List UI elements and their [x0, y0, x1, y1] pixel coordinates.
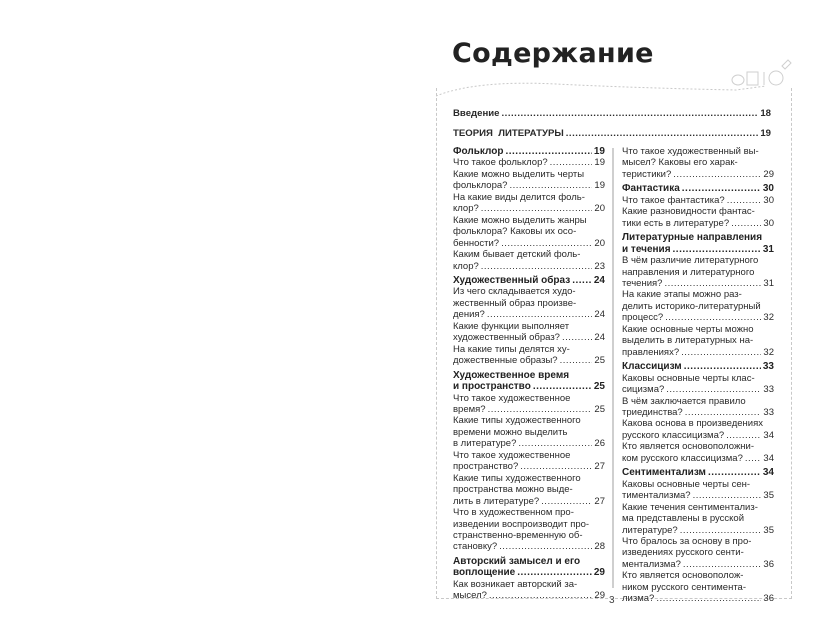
entry-line [453, 393, 605, 404]
entry-line [622, 146, 774, 157]
entry-page: 28 [594, 541, 605, 553]
entry-text: Что такое фантастика? [622, 194, 725, 206]
page-title: Содержание [452, 38, 654, 69]
entry-text: пространства можно выде- [453, 484, 573, 496]
entry-page: 18 [760, 108, 771, 119]
entry-line [453, 461, 605, 472]
entry-line [622, 232, 774, 243]
entry-line [453, 519, 605, 530]
entry-page: 30 [763, 217, 774, 229]
dot-leader [505, 146, 591, 157]
entry-line [622, 593, 774, 604]
entry-text: На какие типы делятся ху- [453, 343, 570, 355]
entry-page: 20 [594, 203, 605, 215]
entry-text: Художественный образ [453, 274, 571, 286]
entry-text: клор? [453, 203, 479, 215]
entry-line [453, 355, 605, 366]
dot-leader [488, 404, 593, 415]
toc-section-heading[interactable] [622, 183, 774, 194]
entry-text: теристики? [622, 168, 672, 180]
entry-text: художественный образ? [453, 332, 560, 344]
entry-text: изведении воспроизводит про- [453, 518, 590, 530]
entry-text: Фольклор [453, 146, 504, 157]
entry-text: Как возникает авторский за- [453, 578, 578, 590]
entry-text: и течения [622, 243, 671, 255]
toc-entry[interactable] [453, 157, 605, 168]
page-number: 3 [609, 595, 615, 606]
entry-line [622, 467, 774, 478]
toc-entry[interactable] [453, 215, 605, 249]
entry-page: 25 [593, 381, 605, 393]
entry-text: тики есть в литературе? [622, 217, 730, 229]
entry-line [622, 502, 774, 513]
entry-line [453, 238, 605, 249]
entry-page: 19 [594, 157, 605, 169]
entry-page: 25 [594, 355, 605, 367]
entry-line [453, 249, 605, 260]
entry-line [622, 183, 774, 194]
dot-leader [680, 525, 762, 536]
entry-page: 29 [594, 590, 605, 602]
entry-text: делить историко-литературный [622, 300, 761, 312]
dot-leader [682, 183, 761, 194]
entry-line [622, 418, 774, 429]
dot-leader [501, 238, 592, 249]
entry-text: На какие этапы можно раз- [622, 289, 742, 301]
dot-leader [509, 180, 592, 191]
entry-page: 34 [763, 452, 774, 464]
dot-leader [684, 361, 761, 372]
toc-entry[interactable] [622, 536, 774, 570]
entry-page: 33 [762, 361, 774, 373]
entry-line [453, 332, 605, 343]
toc-section-heading[interactable] [453, 370, 605, 393]
entry-text: Каким бывает детский фоль- [453, 249, 581, 261]
dot-leader [664, 278, 761, 289]
dot-leader [673, 244, 761, 255]
toc-right-column [622, 146, 774, 605]
entry-line [453, 381, 605, 392]
dot-leader [489, 590, 593, 601]
toc-entry[interactable] [622, 289, 774, 323]
entry-line [622, 347, 774, 358]
dot-leader [683, 559, 762, 570]
entry-text: время? [453, 403, 486, 415]
entry-line [453, 404, 605, 415]
entry-text: Какова основа в произведениях [622, 418, 764, 430]
toc-section-heading[interactable] [453, 556, 605, 579]
entry-page: 33 [763, 406, 774, 418]
entry-text: Какие функции выполняет [453, 320, 570, 332]
toc-entry[interactable] [453, 321, 605, 344]
entry-line [622, 373, 774, 384]
entry-line [622, 570, 774, 581]
entry-page: 30 [763, 194, 774, 206]
entry-text: процесс? [622, 312, 664, 324]
entry-line [622, 407, 774, 418]
toc-entry[interactable] [453, 344, 605, 367]
dot-leader [541, 496, 592, 507]
entry-page: 29 [593, 567, 605, 579]
entry-line [622, 490, 774, 501]
toc-entry[interactable] [622, 441, 774, 464]
entry-line [622, 453, 774, 464]
entry-line [453, 484, 605, 495]
entry-page: 19 [593, 146, 605, 157]
entry-page: 34 [762, 467, 774, 479]
entry-line [453, 215, 605, 226]
entry-line [622, 278, 774, 289]
entry-line [453, 507, 605, 518]
dot-leader [562, 332, 592, 343]
entry-line [622, 582, 774, 593]
entry-text: Литературные направления [622, 232, 763, 244]
entry-text: Кто является основоположни- [622, 441, 755, 453]
entry-text: Классицизм [622, 361, 682, 373]
dot-leader [518, 438, 592, 449]
entry-text: Каковы основные черты клас- [622, 372, 755, 384]
entry-text: фольклора? Каковы их осо- [453, 226, 577, 238]
toc-entry[interactable] [622, 479, 774, 502]
entry-page: 35 [763, 524, 774, 536]
entry-line [622, 430, 774, 441]
toc-entry[interactable] [622, 570, 774, 604]
entry-text: направления и литературного [622, 266, 755, 278]
entry-line [453, 541, 605, 552]
toc-left-column [453, 146, 605, 602]
entry-page: 30 [762, 183, 774, 195]
entry-text: фольклора? [453, 180, 508, 192]
entry-text: Что такое художественное [453, 392, 571, 404]
entry-line [622, 547, 774, 558]
entry-line [622, 289, 774, 300]
entry-text: пространство? [453, 461, 519, 473]
entry-text: На какие виды делится фоль- [453, 191, 585, 203]
entry-line [453, 415, 605, 426]
column-divider [612, 148, 614, 588]
entry-line [453, 567, 605, 578]
dot-leader [665, 312, 761, 323]
entry-page: 32 [763, 312, 774, 324]
entry-text: дения? [453, 309, 485, 321]
entry-line [453, 370, 605, 381]
decorative-doodles-icon [730, 58, 792, 88]
toc-entry[interactable] [453, 450, 605, 473]
entry-text: Авторский замысел и его [453, 555, 581, 567]
entry-line [622, 525, 774, 536]
entry-line [453, 286, 605, 297]
entry-line [453, 438, 605, 449]
entry-line [453, 344, 605, 355]
entry-text: Что такое художественный вы- [622, 146, 759, 157]
entry-text: дожественные образы? [453, 355, 558, 367]
toc-entry[interactable] [453, 192, 605, 215]
entry-page: 32 [763, 346, 774, 358]
toc-entry[interactable] [622, 195, 774, 206]
entry-line [453, 157, 605, 168]
dot-leader [727, 195, 762, 206]
dot-leader [520, 461, 592, 472]
entry-page: 20 [594, 237, 605, 249]
dot-leader [572, 275, 592, 286]
entry-page: 31 [763, 277, 774, 289]
entry-line [622, 384, 774, 395]
entry-text: выделить в литературных на- [622, 335, 754, 347]
entry-page: 35 [763, 490, 774, 502]
entry-text: течения? [622, 277, 663, 289]
entry-line [622, 479, 774, 490]
entry-text: Сентиментализм [622, 467, 706, 479]
toc-entry[interactable] [453, 169, 605, 192]
entry-text: правлениях? [622, 346, 680, 358]
entry-line [453, 275, 605, 286]
entry-text: тиментализма? [622, 490, 691, 502]
dot-leader [517, 567, 592, 578]
toc-entry-introduction[interactable] [453, 108, 771, 119]
entry-page: 26 [594, 438, 605, 450]
entry-text: лизма? [622, 593, 655, 605]
entry-line [622, 255, 774, 266]
entry-line [453, 473, 605, 484]
dot-leader [550, 157, 593, 168]
entry-line [453, 180, 605, 191]
entry-line [453, 226, 605, 237]
entry-line [622, 267, 774, 278]
entry-text: изведениях русского сенти- [622, 547, 744, 559]
entry-text: Какие типы художественного [453, 472, 581, 484]
dot-leader [481, 203, 593, 214]
dot-leader [499, 541, 592, 552]
entry-line [622, 195, 774, 206]
entry-line [453, 427, 605, 438]
entry-text: Что такое фольклор? [453, 157, 548, 169]
entry-line [622, 361, 774, 372]
entry-line [622, 244, 774, 255]
dot-leader [566, 128, 759, 139]
entry-text: лить в литературе? [453, 495, 540, 507]
toc-entry[interactable] [622, 502, 774, 536]
toc-entry[interactable] [622, 255, 774, 289]
toc-section-heading[interactable] [453, 275, 605, 286]
dot-leader [666, 384, 761, 395]
dot-leader [487, 309, 593, 320]
toc-section-heading[interactable] [622, 232, 774, 255]
toc-entry[interactable] [622, 206, 774, 229]
entry-text: жественный образ произве- [453, 297, 577, 309]
entry-page: 24 [594, 309, 605, 321]
entry-line [453, 192, 605, 203]
entry-page: 36 [763, 593, 774, 605]
dot-leader [745, 453, 762, 464]
toc-entry[interactable] [453, 415, 605, 449]
entry-line [453, 203, 605, 214]
entry-text: и пространство [453, 381, 531, 393]
entry-line [453, 450, 605, 461]
entry-line [622, 157, 774, 168]
dot-leader [681, 347, 761, 358]
entry-text: Кто является основополож- [622, 570, 744, 582]
toc-entry[interactable] [453, 579, 605, 602]
entry-text: Какие основные черты можно [622, 323, 754, 335]
entry-line [453, 530, 605, 541]
entry-text: Какие можно выделить жанры [453, 214, 587, 226]
toc-section-heading[interactable] [622, 467, 774, 478]
entry-line [453, 321, 605, 332]
entry-line [453, 146, 605, 157]
entry-text: странственно-временную об- [453, 529, 583, 541]
entry-line [622, 169, 774, 180]
entry-text: русского классицизма? [622, 429, 725, 441]
entry-page: 36 [763, 558, 774, 570]
entry-page: 33 [763, 384, 774, 396]
entry-line [453, 590, 605, 601]
entry-text: Художественное время [453, 369, 570, 381]
entry-text: времени можно выделить [453, 426, 568, 438]
entry-text: Каковы основные черты сен- [622, 478, 751, 490]
entry-text: клор? [453, 260, 479, 272]
dot-leader [481, 261, 593, 272]
entry-text: литературе? [622, 524, 678, 536]
entry-label: Введение [453, 108, 500, 119]
toc-section-heading[interactable] [622, 361, 774, 372]
toc-entry[interactable] [453, 507, 605, 553]
entry-line [453, 298, 605, 309]
entry-text: В чём различие литературного [622, 255, 759, 267]
dot-leader [533, 381, 592, 392]
entry-page: 25 [594, 403, 605, 415]
entry-text: бенности? [453, 237, 500, 249]
entry-text: Какие можно выделить черты [453, 168, 585, 180]
entry-line [622, 559, 774, 570]
entry-text: в литературе? [453, 438, 517, 450]
entry-text: мысел? Каковы его харак- [622, 157, 738, 169]
dot-leader [693, 490, 762, 501]
entry-text: ментализма? [622, 558, 681, 570]
entry-page: 31 [762, 243, 774, 255]
entry-line [622, 513, 774, 524]
toc-entry[interactable] [622, 418, 774, 441]
entry-line [453, 579, 605, 590]
dot-leader [708, 467, 761, 478]
entry-page: 24 [593, 274, 605, 286]
entry-line [622, 396, 774, 407]
entry-line [453, 309, 605, 320]
entry-text: ма представлены в русской [622, 513, 745, 525]
entry-text: Фантастика [622, 183, 680, 195]
dot-leader [502, 108, 759, 119]
entry-line [453, 169, 605, 180]
dot-leader [731, 218, 761, 229]
entry-text: ком русского классицизма? [622, 452, 743, 464]
entry-page: 29 [763, 168, 774, 180]
toc-entry[interactable] [622, 324, 774, 358]
dot-leader [560, 355, 593, 366]
entry-line [622, 206, 774, 217]
entry-page: 27 [594, 461, 605, 473]
entry-text: мысел? [453, 590, 487, 602]
entry-line [622, 301, 774, 312]
entry-label: ТЕОРИЯ ЛИТЕРАТУРЫ [453, 128, 564, 139]
entry-text: триединства? [622, 406, 683, 418]
entry-text: становку? [453, 541, 498, 553]
toc-entry[interactable] [453, 286, 605, 320]
entry-line [453, 496, 605, 507]
entry-line [453, 556, 605, 567]
entry-text: воплощение [453, 567, 516, 579]
entry-page: 23 [594, 260, 605, 272]
dot-leader [685, 407, 762, 418]
toc-entry-theory[interactable] [453, 128, 771, 139]
toc-entry[interactable] [622, 396, 774, 419]
entry-line [453, 261, 605, 272]
entry-line [622, 324, 774, 335]
dot-leader [656, 593, 761, 604]
toc-entry[interactable] [622, 146, 774, 180]
toc-entry[interactable] [453, 249, 605, 272]
dot-leader [673, 169, 761, 180]
toc-section-heading[interactable] [453, 146, 605, 157]
entry-text: Какие типы художественного [453, 415, 581, 427]
entry-page: 27 [594, 495, 605, 507]
entry-text: Какие разновидности фантас- [622, 206, 755, 218]
entry-text: В чём заключается правило [622, 395, 746, 407]
entry-line [622, 218, 774, 229]
entry-page: 19 [594, 180, 605, 192]
entry-text: сицизма? [622, 384, 665, 396]
entry-text: Что в художественном про- [453, 507, 574, 519]
toc-entry[interactable] [453, 393, 605, 416]
entry-text: Что бралось за основу в про- [622, 535, 752, 547]
entry-text: ником русского сентимента- [622, 581, 747, 593]
entry-text: Из чего складывается худо- [453, 286, 576, 298]
entry-page: 34 [763, 429, 774, 441]
entry-page: 24 [594, 332, 605, 344]
entry-line [622, 441, 774, 452]
entry-page: 19 [760, 128, 771, 139]
dot-leader [726, 430, 761, 441]
toc-entry[interactable] [622, 373, 774, 396]
entry-text: Какие течения сентиментализ- [622, 501, 758, 513]
entry-line [622, 312, 774, 323]
entry-line [622, 536, 774, 547]
entry-line [622, 335, 774, 346]
toc-entry[interactable] [453, 473, 605, 507]
entry-text: Что такое художественное [453, 449, 571, 461]
